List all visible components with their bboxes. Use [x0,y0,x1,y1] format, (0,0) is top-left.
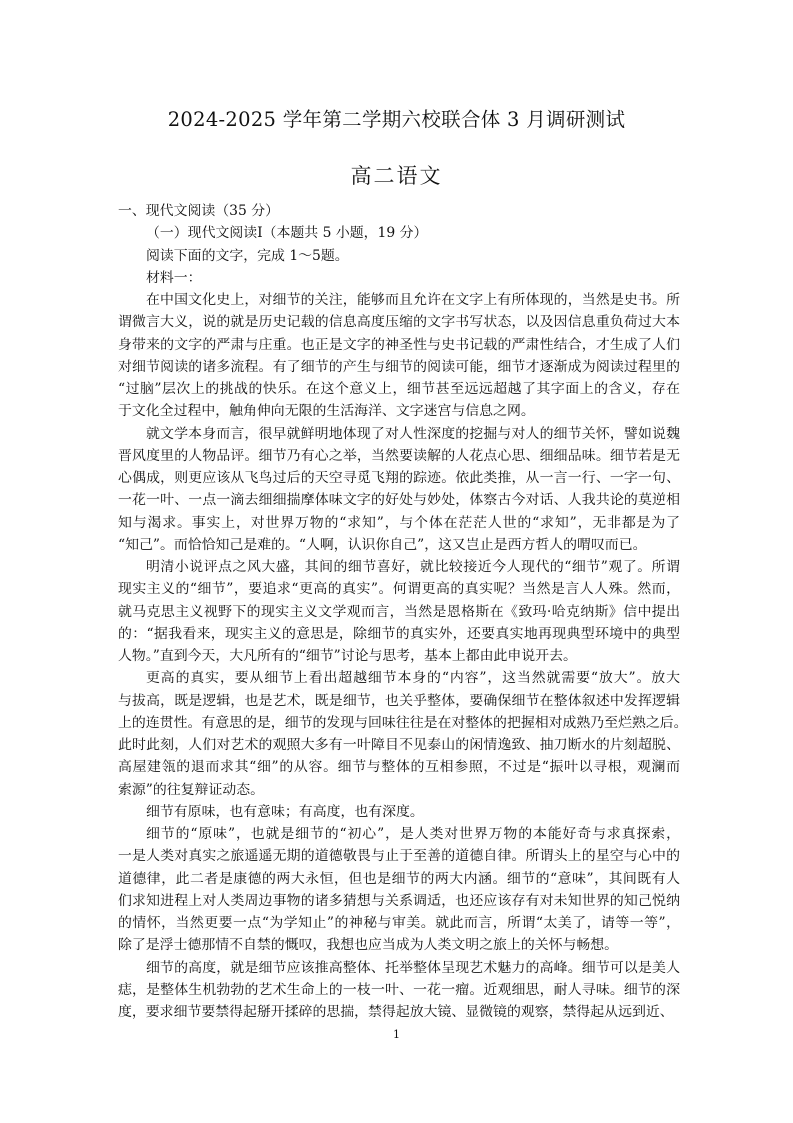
page-number: 1 [393,1028,400,1041]
text-line: 就文学本身而言，很早就鲜明地体现了对人性深度的挖掘与对人的细节关怀，譬如说魏 [146,425,680,442]
paragraph [118,957,680,1024]
text-line: 一是人类对真实之旅遥遥无期的道德敬畏与止于至善的道德自律。所谓头上的星空与心中的 [118,848,680,865]
text-line: 晋风度里的人物品评。细节乃有心之举，当然要读解的人花点心思、细细品味。细节若是无 [118,447,680,464]
text-line: 高屋建瓴的退而求其“细”的从容。细节与整体的互相参照，不过是“振叶以寻根，观澜而 [118,759,680,776]
text-line: 心偶成，则更应该从飞鸟过后的天空寻觅飞翔的踪迹。依此类推，从一言一行、一字一句、 [118,470,680,486]
text-line: 细节有原味，也有意味；有高度，也有深度。 [146,803,424,820]
text-line: “过脑”层次上的挑战的快乐。在这个意义上，细节甚至远远超越了其字面上的含义，存在 [118,381,680,397]
text-line: 一花一叶、一点一滴去细细揣摩体味文字的好处与妙处，体察古今对话、人我共论的莫逆相 [118,492,680,509]
text-line: 谓微言大义，说的就是历史记载的信息高度压缩的文字书写状态，以及因信息重负荷过大本 [118,314,680,331]
text-line: 就马克思主义视野下的现实主义文学观而言，当然是恩格斯在《致玛·哈克纳斯》信中提出 [118,603,680,620]
paragraph [118,423,680,557]
text-line: 道德律，此二者是康德的两大永恒，但也是细节的两大内涵。细节的“意味”，其间既有人 [118,870,680,887]
text-line: 身带来的文字的严肃与庄重。也正是文字的神圣性与史书记载的严肃性结合，才生成了人们 [118,336,680,353]
text-line: 上的连贯性。有意思的是，细节的发现与回味往往是在对整体的把握相对成熟乃至烂熟之后。 [118,714,688,731]
paragraph [118,801,680,823]
text-line: 们求知进程上对人类周边事物的诸多猜想与关系调适，也还应该存有对未知世界的知己悦纳 [118,892,680,909]
paragraph [118,289,680,423]
text-line: 痣，是整体生机勃勃的艺术生命上的一枝一叶、一花一瘤。近观细思，耐人寻味。细节的深 [118,981,680,998]
sub-section-heading: （一）现代文阅读Ⅰ（本题共 5 小题，19 分） [146,225,428,242]
material-label: 材料一： [146,269,202,286]
text-line: “知己”。而恰恰知己是难的。“人啊，认识你自己”，这又岂止是西方哲人的喟叹而已。 [118,536,647,553]
passage [118,289,688,1023]
paragraph [118,556,680,667]
text-line: 细节的“原味”，也就是细节的“初心”，是人类对世界万物的本能好奇与求真探索， [146,826,680,842]
text-line: 人物。”直到今天，大凡所有的“细节”讨论与思考，基本上都由此申说开去。 [118,648,577,664]
body-text [118,200,688,1023]
text-line: 索源”的往复辩证动态。 [118,781,265,798]
text-line: 更高的真实，要从细节上看出超越细节本身的“内容”，这当然就需要“放大”。放大 [146,670,680,687]
exam-title: 2024-2025 学年第二学期六校联合体 3 月调研测试 [167,108,626,131]
text-line: 与拔高，既是逻辑，也是艺术，既是细节，也关乎整体，要确保细节在整体叙述中发挥逻辑 [118,692,680,709]
section-heading: 一、现代文阅读（35 分） [118,203,279,219]
text-line: 明清小说评点之风大盛，其间的细节喜好，就比较接近今人现代的“细节”观了。所谓 [146,559,680,575]
text-line: 于文化全过程中，触角伸向无限的生活海洋、文字迷宫与信息之网。 [118,403,535,420]
text-line: 知与渴求。事实上，对世界万物的“求知”，与个体在茫茫人世的“求知”，无非都是为了 [118,514,680,531]
text-line: 此时此刻，人们对艺术的观照大多有一叶障目不见泰山的闲情逸致、抽刀断水的片刻超脱、 [118,737,680,753]
text-line: 除了是浮士德那情不自禁的慨叹，我想也应当成为人类文明之旅上的关怀与畅想。 [118,937,619,954]
paragraph [118,823,680,957]
text-line: 的：“据我看来，现实主义的意思是，除细节的真实外，还要真实地再现典型环境中的典型 [118,625,680,642]
text-line: 度，要求细节要禁得起掰开揉碎的思揣，禁得起放大镜、显微镜的观察，禁得起从远到近、 [118,1004,674,1020]
text-line: 现实主义的“细节”，要追求“更高的真实”。何谓更高的真实呢？当然是言人人殊。然而， [118,581,680,598]
text-line: 在中国文化史上，对细节的关注，能够而且允许在文字上有所体现的，当然是史书。所 [146,292,680,308]
reading-instruction: 阅读下面的文字，完成 1～5题。 [146,247,349,264]
paragraph [118,667,688,801]
exam-subject: 高二语文 [350,164,443,188]
text-line: 对细节阅读的诸多流程。有了细节的产生与细节的阅读可能，细节才逐渐成为阅读过程里的 [118,358,680,375]
text-line: 细节的高度，就是细节应该推高整体、托举整体呈现艺术魅力的高峰。细节可以是美人 [146,959,680,976]
text-line: 的情怀，当然更要一点“为学知止”的神秘与审美。就此而言，所谓“太美了，请等一等”， [118,915,680,931]
